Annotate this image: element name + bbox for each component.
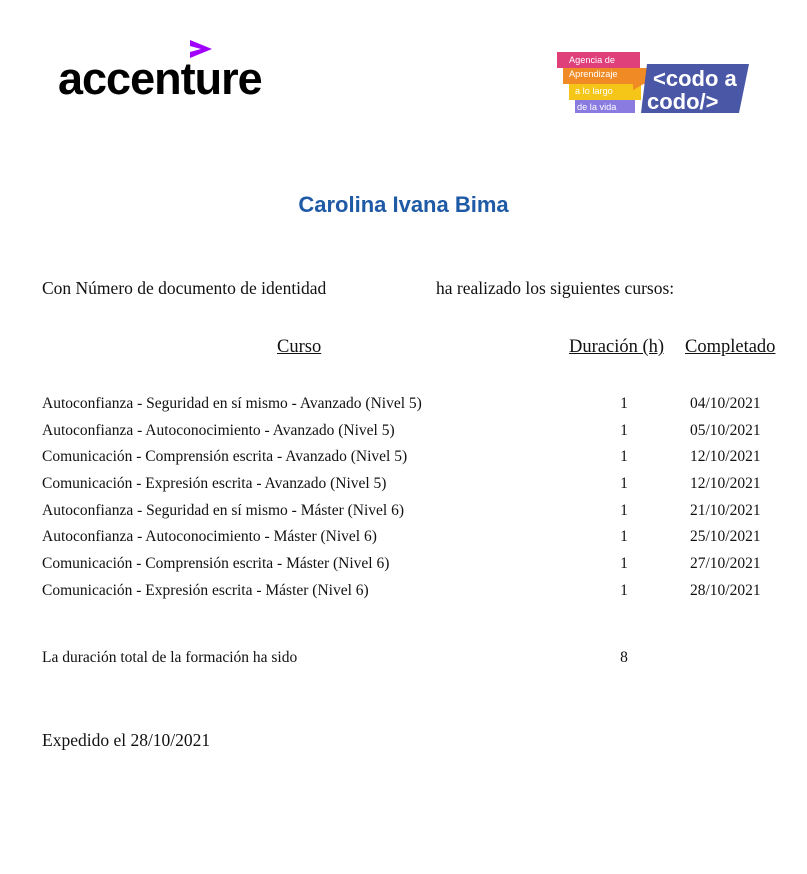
total-duration-label: La duración total de la formación ha sido (42, 649, 298, 666)
codo-a-codo-logo (555, 52, 755, 116)
codo-line: codo/> (647, 89, 719, 114)
codo-a-codo-logo-graphic (555, 52, 755, 116)
course-date: 25/10/2021 (690, 528, 761, 546)
recipient-name: Carolina Ivana Bima (298, 192, 509, 217)
total-duration-value: 8 (620, 649, 628, 666)
header-course: Curso (277, 337, 322, 357)
accenture-wordmark: accenture (58, 53, 262, 104)
course-duration: 1 (620, 555, 628, 573)
course-name: Autoconfianza - Seguridad en sí mismo - Avanzado (Nivel 5) (42, 395, 422, 412)
document-suffix: ha realizado los siguientes cursos: (436, 278, 675, 298)
course-duration: 1 (620, 448, 628, 466)
issued-date: Expedido el 28/10/2021 (42, 730, 211, 750)
course-date: 21/10/2021 (690, 501, 761, 519)
course-date: 27/10/2021 (690, 555, 761, 573)
course-name: Comunicación - Comprensión escrita - Máster (Nivel 6) (42, 555, 390, 573)
course-row (0, 552, 807, 579)
course-row (0, 419, 807, 446)
course-name: Comunicación - Expresión escrita - Avanzado (Nivel 5) (42, 475, 387, 493)
accenture-logo (58, 38, 298, 108)
course-list (0, 392, 807, 606)
tagline-line-1: Agencia de (569, 55, 615, 65)
course-date: 28/10/2021 (690, 581, 761, 599)
tagline-line-3: a lo largo (575, 86, 613, 96)
course-row (0, 392, 807, 419)
course-name: Autoconfianza - Autoconocimiento - Avanzado (Nivel 5) (42, 421, 395, 439)
header-duration: Duración (h) (569, 337, 665, 357)
course-row (0, 445, 807, 472)
header-completed: Completado (685, 337, 776, 357)
codo-a-line: <codo a (653, 66, 737, 91)
course-duration: 1 (620, 581, 628, 599)
course-duration: 1 (620, 395, 628, 412)
course-name: Comunicación - Expresión escrita - Máster (Nivel 6) (42, 581, 369, 599)
course-name: Comunicación - Comprensión escrita - Avanzado (Nivel 5) (42, 448, 408, 466)
course-date: 12/10/2021 (690, 448, 761, 466)
course-duration: 1 (620, 501, 628, 519)
course-date: 04/10/2021 (690, 395, 761, 412)
course-date: 12/10/2021 (690, 475, 761, 493)
course-duration: 1 (620, 421, 628, 439)
course-row (0, 472, 807, 499)
course-row (0, 499, 807, 526)
tagline-line-4: de la vida (577, 102, 617, 112)
course-name: Autoconfianza - Autoconocimiento - Máster (Nivel 6) (42, 528, 377, 546)
course-date: 05/10/2021 (690, 421, 761, 439)
course-row (0, 579, 807, 606)
tagline-line-2: Aprendizaje (569, 69, 618, 79)
course-duration: 1 (620, 528, 628, 546)
course-duration: 1 (620, 475, 628, 493)
course-name: Autoconfianza - Seguridad en sí mismo - Máster (Nivel 6) (42, 501, 405, 519)
course-row (0, 525, 807, 552)
document-line: Con Número de documento de identidad (42, 278, 327, 298)
